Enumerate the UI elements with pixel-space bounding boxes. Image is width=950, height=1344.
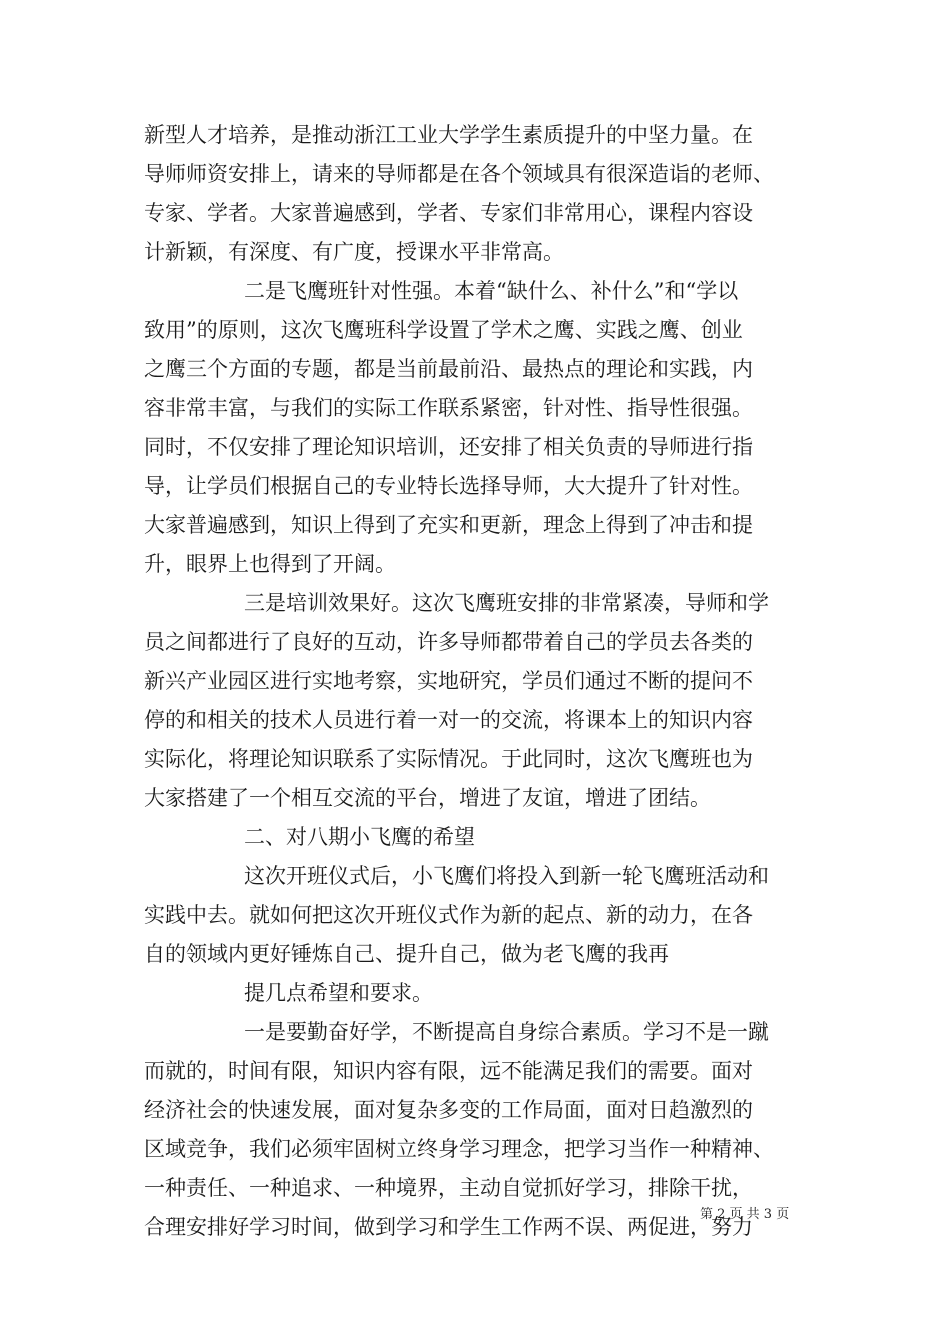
text-line: 员之间都进行了良好的互动，许多导师都带着自己的学员去各类的 [144, 630, 753, 654]
text-line: 容非常丰富，与我们的实际工作联系紧密，针对性、指导性很强。 [144, 396, 753, 420]
page-number-footer: 第 2 页 共 3 页 [700, 1207, 790, 1222]
text-line: 导师师资安排上，请来的导师都是在各个领域具有很深造诣的老师、 [144, 162, 774, 186]
text-line: 新兴产业园区进行实地考察，实地研究，学员们通过不断的提问不 [144, 669, 753, 693]
paragraph-start-line: 二是飞鹰班针对性强。本着“缺什么、补什么”和“学以 [244, 279, 739, 303]
text-line: 致用”的原则，这次飞鹰班科学设置了学术之鹰、实践之鹰、创业 [144, 318, 743, 342]
text-line: 经济社会的快速发展，面对复杂多变的工作局面，面对日趋激烈的 [144, 1098, 753, 1122]
text-line: 专家、学者。大家普遍感到，学者、专家们非常用心，课程内容设 [144, 201, 753, 225]
text-line: 之鹰三个方面的专题，都是当前最前沿、最热点的理论和实践，内 [144, 357, 753, 381]
text-line: 区域竞争，我们必须牢固树立终身学习理念，把学习当作一种精神、 [144, 1137, 774, 1161]
document-body [144, 116, 814, 1247]
paragraph-start-line: 三是培训效果好。这次飞鹰班安排的非常紧凑，导师和学 [244, 591, 769, 615]
text-line: 导，让学员们根据自己的专业特长选择导师，大大提升了针对性。 [144, 474, 753, 498]
text-line: 自的领域内更好锤炼自己、提升自己，做为老飞鹰的我再 [144, 942, 669, 966]
text-line: 实践中去。就如何把这次开班仪式作为新的起点、新的动力，在各 [144, 903, 753, 927]
section-heading: 二、对八期小飞鹰的希望 [244, 825, 475, 849]
paragraph-start-line: 这次开班仪式后，小飞鹰们将投入到新一轮飞鹰班活动和 [244, 864, 769, 888]
paragraph-start-line: 提几点希望和要求。 [244, 981, 433, 1005]
text-line: 实际化，将理论知识联系了实际情况。于此同时，这次飞鹰班也为 [144, 747, 753, 771]
text-line: 停的和相关的技术人员进行着一对一的交流，将课本上的知识内容 [144, 708, 753, 732]
text-line: 合理安排好学习时间，做到学习和学生工作两不误、两促进，努力 [144, 1215, 753, 1239]
text-line: 计新颖，有深度、有广度，授课水平非常高。 [144, 240, 564, 264]
text-line: 同时，不仅安排了理论知识培训，还安排了相关负责的导师进行指 [144, 435, 753, 459]
text-line: 大家普遍感到，知识上得到了充实和更新，理念上得到了冲击和提 [144, 513, 753, 537]
text-line: 一种责任、一种追求、一种境界，主动自觉抓好学习，排除干扰， [144, 1176, 753, 1200]
text-line: 大家搭建了一个相互交流的平台，增进了友谊，增进了团结。 [144, 786, 711, 810]
text-line: 升，眼界上也得到了开阔。 [144, 552, 396, 576]
text-line: 而就的，时间有限，知识内容有限，远不能满足我们的需要。面对 [144, 1059, 753, 1083]
text-line: 新型人才培养，是推动浙江工业大学学生素质提升的中坚力量。在 [144, 123, 753, 147]
paragraph-start-line: 一是要勤奋好学，不断提高自身综合素质。学习不是一蹴 [244, 1020, 769, 1044]
